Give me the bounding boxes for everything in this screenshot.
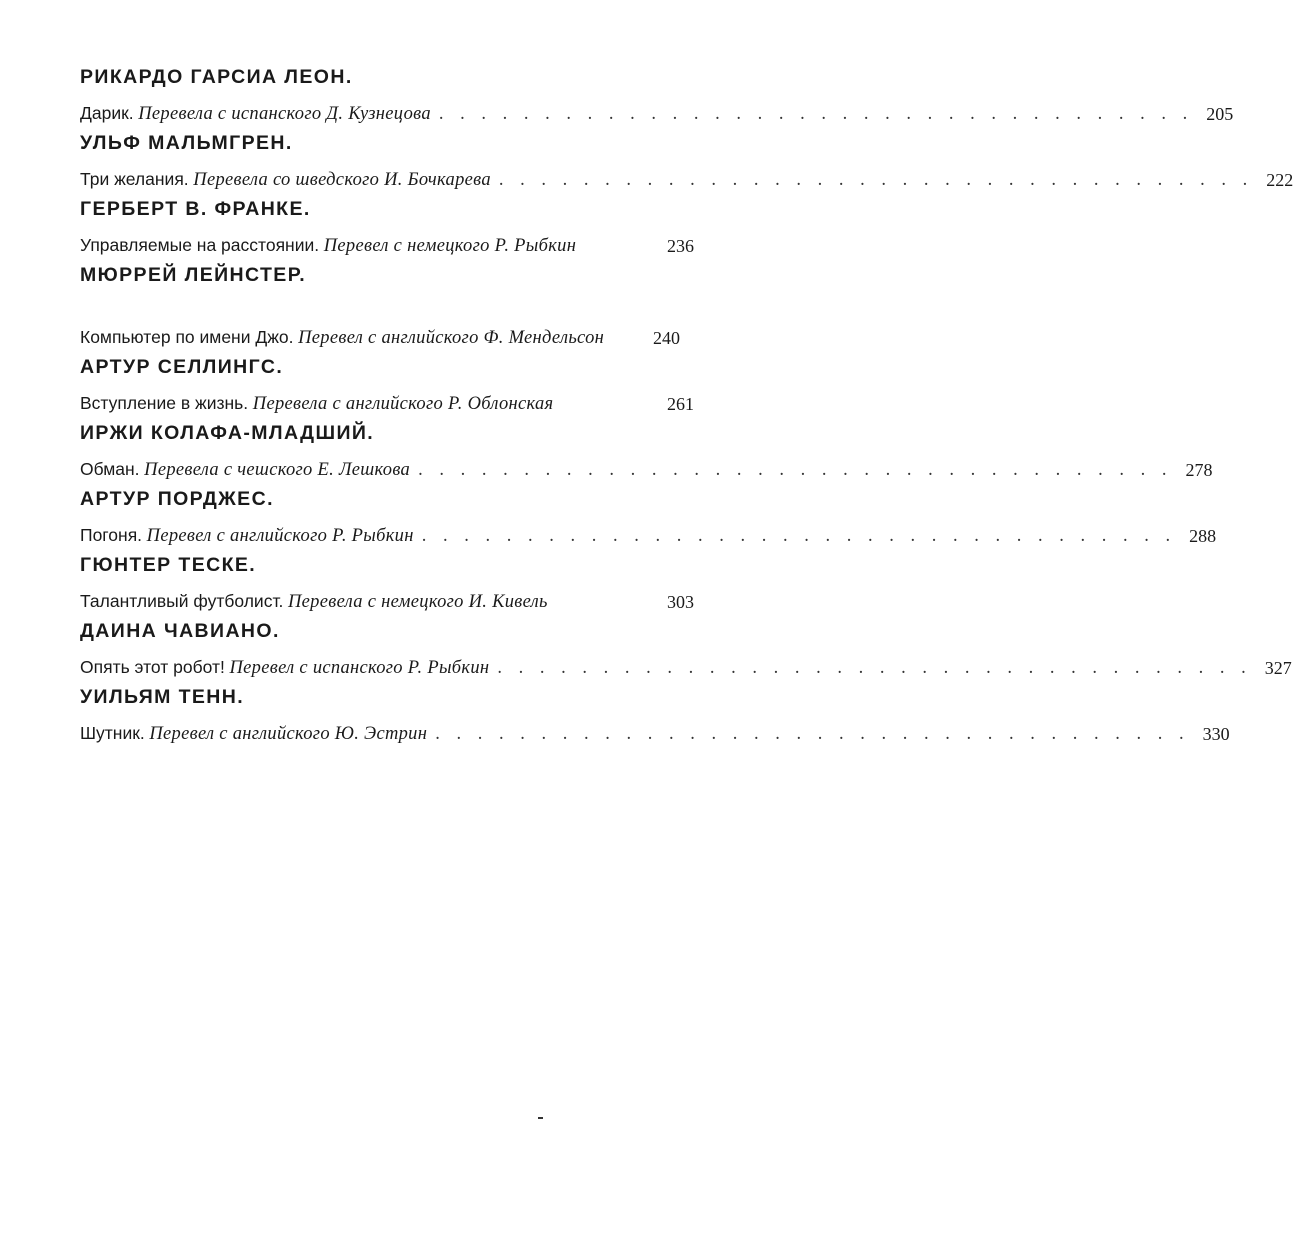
toc-section bbox=[80, 192, 694, 258]
author-name: АРТУР ПОРДЖЕС. bbox=[80, 488, 274, 510]
author-name: УЛЬФ МАЛЬМГРЕН. bbox=[80, 132, 293, 154]
toc-entry bbox=[80, 648, 1292, 680]
toc-entry bbox=[80, 516, 1217, 548]
author-name: РИКАРДО ГАРСИА ЛЕОН. bbox=[80, 66, 353, 88]
entry-text bbox=[80, 101, 431, 126]
story-title: Дарик. bbox=[80, 103, 134, 123]
entry-text bbox=[80, 589, 548, 614]
entry-text bbox=[80, 167, 491, 192]
story-title: Три желания. bbox=[80, 169, 189, 189]
dot-leader: . . . . . . . . . . . . . . . . . . . . . . . . . . . . . . . . . . . . bbox=[435, 724, 1190, 744]
author-name: ГЕРБЕРТ В. ФРАНКЕ. bbox=[80, 198, 311, 220]
print-speck bbox=[538, 1117, 543, 1119]
toc-section bbox=[80, 126, 1293, 192]
story-title: Вступление в жизнь. bbox=[80, 393, 249, 413]
story-title: Обман. bbox=[80, 459, 140, 479]
entry-text bbox=[80, 325, 640, 350]
translator-credit: Перевела с чешского Е. Лешкова bbox=[144, 460, 411, 480]
story-title: Управляемые на расстоянии. bbox=[80, 235, 320, 255]
page-number: 236 bbox=[667, 236, 694, 256]
page-number: 240 bbox=[653, 328, 680, 348]
author-name: МЮРРЕЙ ЛЕЙНСТЕР. bbox=[80, 264, 307, 286]
story-title: Опять этот робот! bbox=[80, 657, 225, 677]
story-title: Талантливый футболист. bbox=[80, 591, 284, 611]
author-name: АРТУР СЕЛЛИНГС. bbox=[80, 356, 284, 378]
toc-section bbox=[80, 614, 1292, 680]
dot-leader: . . . . . . . . . . . . . . . . . . . . . . . . . . . . . . . . . . . . bbox=[498, 170, 1254, 190]
page-number: 327 bbox=[1264, 658, 1292, 678]
story-title: Компьютер по имени Джо. bbox=[80, 327, 294, 347]
dot-leader: . . . . . . . . . . . . . . . . . . . . . . . . . . . . . . . . . . . . bbox=[418, 460, 1173, 480]
translator-credit: Перевел с немецкого Р. Рыбкин bbox=[323, 236, 577, 256]
toc-section bbox=[80, 60, 1234, 126]
table-of-contents bbox=[80, 60, 1293, 746]
story-title: Шутник. bbox=[80, 723, 145, 743]
translator-credit: Перевела с английского Р. Облонская bbox=[252, 394, 554, 414]
toc-section bbox=[80, 416, 1213, 482]
toc-entry bbox=[80, 160, 1293, 192]
author-name: УИЛЬЯМ ТЕНН. bbox=[80, 686, 245, 708]
toc-entry bbox=[80, 94, 1234, 126]
entry-text bbox=[80, 523, 414, 548]
translator-credit: Перевела с испанского Д. Кузнецова bbox=[138, 104, 431, 124]
page-number: 303 bbox=[667, 592, 694, 612]
page-number: 330 bbox=[1202, 724, 1230, 744]
translator-credit: Перевел с испанского Р. Рыбкин bbox=[229, 658, 490, 678]
entry-text bbox=[80, 457, 410, 482]
dot-leader: . . . . . . . . . . . . . . . . . . . . . . . . . . . . . . . . . . . . bbox=[421, 526, 1177, 546]
toc-section bbox=[80, 258, 694, 350]
page-number: 288 bbox=[1189, 526, 1217, 546]
toc-entry bbox=[80, 582, 694, 614]
page-number: 261 bbox=[667, 394, 694, 414]
page-number: 278 bbox=[1185, 460, 1213, 480]
toc-entry bbox=[80, 714, 1230, 746]
story-title: Погоня. bbox=[80, 525, 143, 545]
toc-section bbox=[80, 482, 1217, 548]
translator-credit: Перевел с английского Ю. Эстрин bbox=[149, 724, 428, 744]
toc-section bbox=[80, 548, 694, 614]
translator-credit: Перевела с немецкого И. Кивель bbox=[288, 592, 548, 612]
translator-credit: Перевел с английского Ф. Мендельсон bbox=[298, 328, 605, 348]
toc-entry bbox=[80, 450, 1213, 482]
toc-entry bbox=[80, 292, 694, 350]
page-number: 222 bbox=[1266, 170, 1293, 190]
dot-leader: . . . . . . . . . . . . . . . . . . . . . . . . . . . . . . . . . . . . bbox=[497, 658, 1252, 678]
entry-text bbox=[80, 721, 427, 746]
entry-text bbox=[80, 391, 553, 416]
toc-entry bbox=[80, 384, 694, 416]
author-name: ГЮНТЕР ТЕСКЕ. bbox=[80, 554, 257, 576]
author-name: ИРЖИ КОЛАФА-МЛАДШИЙ. bbox=[80, 422, 375, 444]
translator-credit: Перевел с английского Р. Рыбкин bbox=[146, 526, 414, 546]
translator-credit: Перевела со шведского И. Бочкарева bbox=[193, 170, 491, 190]
toc-entry bbox=[80, 226, 694, 258]
entry-text bbox=[80, 233, 576, 258]
author-name: ДАИНА ЧАВИАНО. bbox=[80, 620, 280, 642]
entry-text bbox=[80, 655, 489, 680]
toc-section bbox=[80, 680, 1230, 746]
toc-section bbox=[80, 350, 694, 416]
page-number: 205 bbox=[1206, 104, 1234, 124]
dot-leader: . . . . . . . . . . . . . . . . . . . . . . . . . . . . . . . . . . . . bbox=[438, 104, 1194, 124]
